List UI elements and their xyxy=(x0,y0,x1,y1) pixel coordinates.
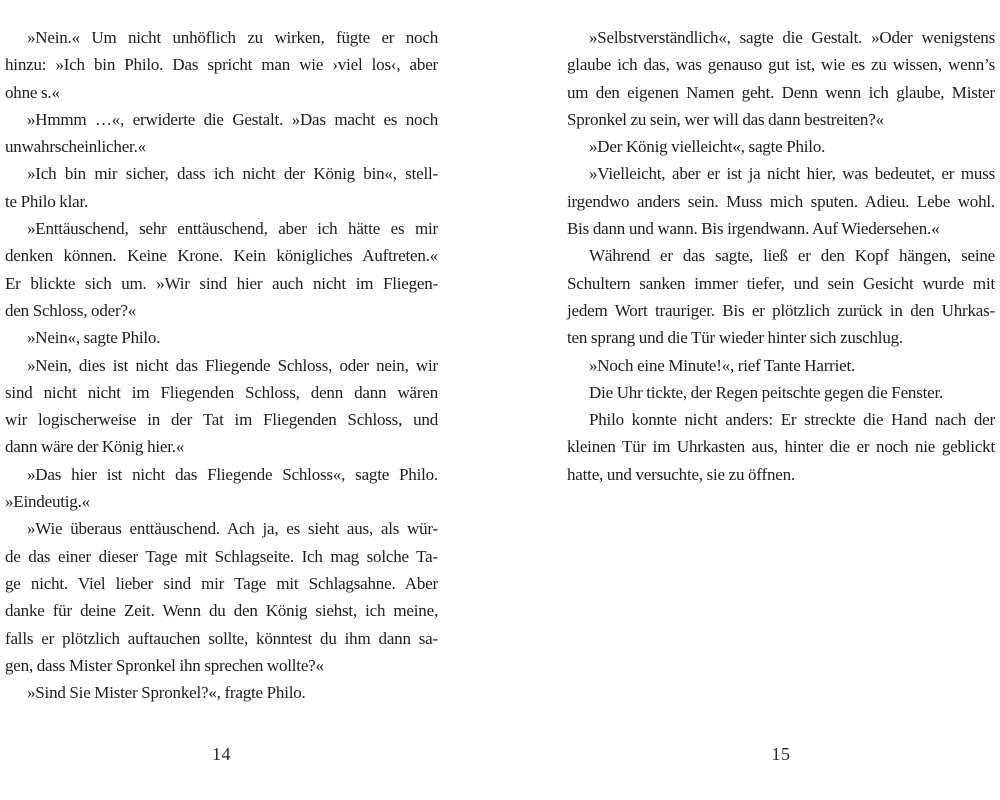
text-line: de das einer dieser Tage mit Schlagseite. Ich mag solche Ta- xyxy=(5,546,438,566)
text-line: Bis dann und wann. Bis irgendwann. Auf Wiedersehen.« xyxy=(567,219,940,239)
text-line: »Der König vielleicht«, sagte Philo. xyxy=(589,137,826,157)
text-line: »Hmmm …«, erwiderte die Gestalt. »Das macht es noch xyxy=(27,109,438,129)
paragraph xyxy=(567,352,995,379)
text-line: »Wie überaus enttäuschend. Ach ja, es sieht aus, als wür- xyxy=(27,519,438,539)
paragraph xyxy=(5,106,438,161)
text-line: »Das hier ist nicht das Fliegende Schloss«, sagte Philo. xyxy=(27,464,438,484)
text-line: Philo konnte nicht anders: Er streckte die Hand nach der xyxy=(589,410,995,430)
text-line: te Philo klar. xyxy=(5,191,89,211)
page-text xyxy=(5,24,438,706)
page-text xyxy=(567,24,995,488)
paragraph xyxy=(567,133,995,160)
text-line: »Nein.« Um nicht unhöflich zu wirken, fügte er noch xyxy=(27,28,438,47)
book-page-right xyxy=(567,24,995,800)
paragraph xyxy=(567,379,995,406)
paragraph xyxy=(5,160,438,215)
text-line: Spronkel zu sein, wer will das dann bestreiten?« xyxy=(567,109,884,129)
paragraph xyxy=(567,242,995,351)
text-line: wir logischerweise in der Tat im Fliegenden Schloss, und xyxy=(5,410,438,430)
text-line: irgendwo anders sein. Muss mich sputen. Adieu. Lebe wohl. xyxy=(567,191,995,211)
paragraph xyxy=(5,215,438,324)
page-number: 15 xyxy=(771,744,791,764)
book-page-left xyxy=(5,24,438,800)
text-line: hinzu: »Ich bin Philo. Das spricht man wie ›viel los‹, aber xyxy=(5,55,438,75)
text-line: gen, dass Mister Spronkel ihn sprechen wollte?« xyxy=(5,655,324,675)
paragraph xyxy=(567,24,995,133)
paragraph xyxy=(5,679,438,706)
text-line: »Eindeutig.« xyxy=(5,492,90,512)
text-line: dann wäre der König hier.« xyxy=(5,437,185,457)
paragraph xyxy=(567,406,995,488)
text-line: ten sprang und die Tür wieder hinter sich zuschlug. xyxy=(567,328,903,348)
text-line: unwahrscheinlicher.« xyxy=(5,137,146,157)
text-line: ge nicht. Viel lieber sind mir Tage mit Schlagsahne. Aber xyxy=(5,573,438,593)
text-line: »Enttäuschend, sehr enttäuschend, aber ich hätte es mir xyxy=(27,219,438,239)
text-line: »Ich bin mir sicher, dass ich nicht der König bin«, stell- xyxy=(27,164,438,184)
text-line: ohne s.« xyxy=(5,82,60,102)
text-line: Während er das sagte, ließ er den Kopf hängen, seine xyxy=(589,246,995,266)
paragraph xyxy=(567,160,995,242)
text-line: »Nein, dies ist nicht das Fliegende Schloss, oder nein, wir xyxy=(27,355,438,375)
text-line: falls er plötzlich auftauchen sollte, könntest du ihm dann sa- xyxy=(5,628,438,648)
page-number: 14 xyxy=(212,744,231,764)
text-line: kleinen Tür im Uhrkasten aus, hinter die er noch nie geblickt xyxy=(567,437,995,457)
paragraph xyxy=(5,24,438,106)
text-line: »Selbstverständlich«, sagte die Gestalt. »Oder wenigstens xyxy=(589,28,995,47)
text-line: um den eigenen Namen geht. Denn wenn ich glaube, Mister xyxy=(567,82,995,102)
text-line: »Sind Sie Mister Spronkel?«, fragte Philo. xyxy=(27,683,306,703)
text-line: sind nicht nicht im Fliegenden Schloss, denn dann wären xyxy=(5,382,438,402)
text-line: Schultern sanken immer tiefer, und sein Gesicht wurde mit xyxy=(567,273,995,293)
text-line: Die Uhr tickte, der Regen peitschte gegen die Fenster. xyxy=(589,382,944,402)
text-line: »Nein«, sagte Philo. xyxy=(27,328,161,348)
paragraph xyxy=(5,515,438,679)
text-line: jedem Wort trauriger. Bis er plötzlich zurück in den Uhrkas- xyxy=(567,300,995,320)
text-line: hatte, und versuchte, sie zu öffnen. xyxy=(567,464,795,484)
paragraph xyxy=(5,324,438,351)
text-line: danke für deine Zeit. Wenn du den König siehst, ich meine, xyxy=(5,601,438,621)
paragraph xyxy=(5,352,438,461)
text-line: »Noch eine Minute!«, rief Tante Harriet. xyxy=(589,355,856,375)
paragraph xyxy=(5,461,438,516)
text-line: den Schloss, oder?« xyxy=(5,300,137,320)
text-line: denken können. Keine Krone. Kein königliches Auftreten.« xyxy=(5,246,438,266)
text-line: »Vielleicht, aber er ist ja nicht hier, was bedeutet, er muss xyxy=(589,164,995,184)
text-line: Er blickte sich um. »Wir sind hier auch nicht im Fliegen- xyxy=(5,273,438,293)
text-line: glaube ich das, was genauso gut ist, wie es zu wissen, wenn’s xyxy=(567,55,995,75)
